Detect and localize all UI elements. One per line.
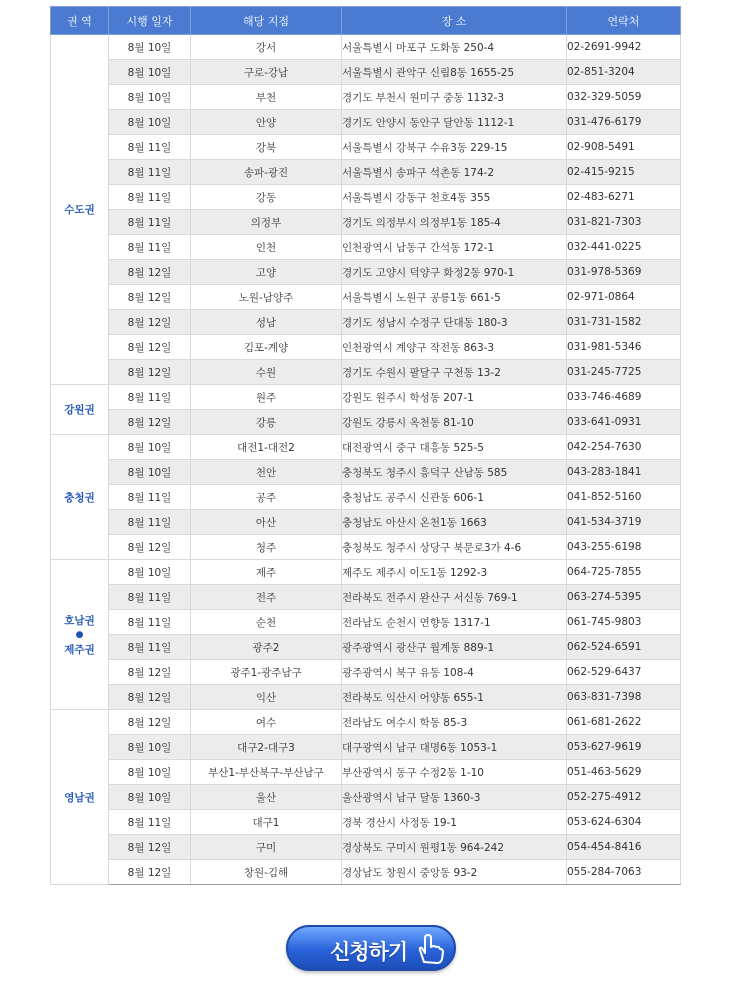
table-row	[51, 360, 681, 385]
date-cell: 8월 11일	[109, 160, 191, 185]
date-cell: 8월 10일	[109, 435, 191, 460]
date-cell: 8월 11일	[109, 385, 191, 410]
contact-cell: 062-529-6437	[567, 660, 681, 685]
place-cell: 경기도 수원시 팔달구 구천동 13-2	[342, 360, 567, 385]
contact-cell: 053-627-9619	[567, 735, 681, 760]
date-cell: 8월 10일	[109, 560, 191, 585]
contact-cell: 064-725-7855	[567, 560, 681, 585]
contact-cell: 031-981-5346	[567, 335, 681, 360]
contact-cell: 054-454-8416	[567, 835, 681, 860]
place-cell: 경상북도 구미시 원평1동 964-242	[342, 835, 567, 860]
date-cell: 8월 10일	[109, 110, 191, 135]
branch-cell: 수원	[191, 360, 342, 385]
header-contact: 연락처	[567, 7, 681, 35]
branch-cell: 순천	[191, 610, 342, 635]
schedule-table	[50, 6, 681, 885]
date-cell: 8월 10일	[109, 60, 191, 85]
table-row	[51, 435, 681, 460]
contact-cell: 031-731-1582	[567, 310, 681, 335]
date-cell: 8월 12일	[109, 260, 191, 285]
place-cell: 서울특별시 송파구 석촌동 174-2	[342, 160, 567, 185]
date-cell: 8월 12일	[109, 310, 191, 335]
table-row	[51, 760, 681, 785]
header-date: 시행 일자	[109, 7, 191, 35]
place-cell: 경기도 고양시 덕양구 화정2동 970-1	[342, 260, 567, 285]
place-cell: 서울특별시 강북구 수유3동 229-15	[342, 135, 567, 160]
table-row	[51, 160, 681, 185]
region-cell	[51, 385, 109, 435]
table-row	[51, 110, 681, 135]
place-cell: 인천광역시 남동구 간석동 172-1	[342, 235, 567, 260]
date-cell: 8월 11일	[109, 510, 191, 535]
region-name: 충청권	[64, 491, 95, 504]
region-name: 수도권	[64, 204, 95, 216]
place-cell: 경기도 부천시 원미구 중동 1132-3	[342, 85, 567, 110]
place-cell: 서울특별시 강동구 천호4동 355	[342, 185, 567, 210]
table-row	[51, 35, 681, 60]
contact-cell: 051-463-5629	[567, 760, 681, 785]
table-row	[51, 335, 681, 360]
contact-cell: 041-534-3719	[567, 510, 681, 535]
region-separator-dot: ●	[75, 629, 84, 640]
branch-cell: 김포-계양	[191, 335, 342, 360]
contact-cell: 02-483-6271	[567, 185, 681, 210]
contact-cell: 061-681-2622	[567, 710, 681, 735]
date-cell: 8월 10일	[109, 735, 191, 760]
branch-cell: 청주	[191, 535, 342, 560]
branch-cell: 성남	[191, 310, 342, 335]
branch-cell: 익산	[191, 685, 342, 710]
date-cell: 8월 11일	[109, 585, 191, 610]
branch-cell: 부산1-부산북구-부산남구	[191, 760, 342, 785]
date-cell: 8월 10일	[109, 760, 191, 785]
branch-cell: 강북	[191, 135, 342, 160]
place-cell: 경기도 의정부시 의정부1동 185-4	[342, 210, 567, 235]
place-cell: 충청북도 청주시 상당구 북문로3가 4-6	[342, 535, 567, 560]
contact-cell: 063-831-7398	[567, 685, 681, 710]
branch-cell: 부천	[191, 85, 342, 110]
date-cell: 8월 12일	[109, 660, 191, 685]
date-cell: 8월 10일	[109, 85, 191, 110]
table-row	[51, 285, 681, 310]
branch-cell: 아산	[191, 510, 342, 535]
date-cell: 8월 10일	[109, 785, 191, 810]
header-place: 장 소	[342, 7, 567, 35]
table-row	[51, 835, 681, 860]
place-cell: 경기도 성남시 수정구 단대동 180-3	[342, 310, 567, 335]
branch-cell: 공주	[191, 485, 342, 510]
place-cell: 광주광역시 광산구 월계동 889-1	[342, 635, 567, 660]
table-row	[51, 810, 681, 835]
contact-cell: 042-254-7630	[567, 435, 681, 460]
branch-cell: 강릉	[191, 410, 342, 435]
region-cell	[51, 560, 109, 710]
place-cell: 충청북도 청주시 흥덕구 산남동 585	[342, 460, 567, 485]
contact-cell: 02-908-5491	[567, 135, 681, 160]
table-row	[51, 535, 681, 560]
date-cell: 8월 11일	[109, 810, 191, 835]
table-row	[51, 185, 681, 210]
region-name-secondary: 제주권	[64, 643, 95, 656]
branch-cell: 원주	[191, 385, 342, 410]
contact-cell: 055-284-7063	[567, 860, 681, 885]
place-cell: 경상남도 창원시 중앙동 93-2	[342, 860, 567, 885]
contact-cell: 02-2691-9942	[567, 35, 681, 60]
region-name: 영남권	[64, 791, 95, 804]
table-row	[51, 660, 681, 685]
branch-cell: 구로-강남	[191, 60, 342, 85]
apply-button-label: 신청하기	[330, 940, 408, 964]
contact-cell: 02-851-3204	[567, 60, 681, 85]
table-row	[51, 485, 681, 510]
table-row	[51, 460, 681, 485]
branch-cell: 의정부	[191, 210, 342, 235]
date-cell: 8월 12일	[109, 360, 191, 385]
branch-cell: 노원-남양주	[191, 285, 342, 310]
branch-cell: 전주	[191, 585, 342, 610]
place-cell: 울산광역시 남구 달동 1360-3	[342, 785, 567, 810]
place-cell: 전라북도 익산시 어양동 655-1	[342, 685, 567, 710]
apply-button[interactable]	[286, 925, 456, 971]
contact-cell: 02-971-0864	[567, 285, 681, 310]
header-region: 권 역	[51, 7, 109, 35]
contact-cell: 053-624-6304	[567, 810, 681, 835]
branch-cell: 대구2-대구3	[191, 735, 342, 760]
contact-cell: 041-852-5160	[567, 485, 681, 510]
branch-cell: 제주	[191, 560, 342, 585]
place-cell: 대전광역시 중구 대흥동 525-5	[342, 435, 567, 460]
date-cell: 8월 11일	[109, 210, 191, 235]
place-cell: 강원도 강릉시 옥천동 81-10	[342, 410, 567, 435]
contact-cell: 031-821-7303	[567, 210, 681, 235]
date-cell: 8월 12일	[109, 860, 191, 885]
place-cell: 충청남도 아산시 온천1동 1663	[342, 510, 567, 535]
table-row	[51, 560, 681, 585]
table-row	[51, 135, 681, 160]
table-row	[51, 785, 681, 810]
contact-cell: 043-283-1841	[567, 460, 681, 485]
date-cell: 8월 11일	[109, 235, 191, 260]
contact-cell: 063-274-5395	[567, 585, 681, 610]
pointing-hand-icon	[412, 932, 446, 966]
date-cell: 8월 11일	[109, 635, 191, 660]
branch-cell: 안양	[191, 110, 342, 135]
contact-cell: 052-275-4912	[567, 785, 681, 810]
place-cell: 광주광역시 북구 유동 108-4	[342, 660, 567, 685]
branch-cell: 강서	[191, 35, 342, 60]
table-row	[51, 710, 681, 735]
region-cell	[51, 710, 109, 885]
branch-cell: 강동	[191, 185, 342, 210]
contact-cell: 031-245-7725	[567, 360, 681, 385]
date-cell: 8월 12일	[109, 335, 191, 360]
place-cell: 강원도 원주시 학성동 207-1	[342, 385, 567, 410]
contact-cell: 032-329-5059	[567, 85, 681, 110]
region-name: 강원권	[64, 404, 95, 416]
date-cell: 8월 11일	[109, 135, 191, 160]
branch-cell: 구미	[191, 835, 342, 860]
place-cell: 경기도 안양시 동안구 달안동 1112-1	[342, 110, 567, 135]
table-row	[51, 510, 681, 535]
place-cell: 서울특별시 관악구 신림8동 1655-25	[342, 60, 567, 85]
table-row	[51, 260, 681, 285]
place-cell: 충청남도 공주시 신관동 606-1	[342, 485, 567, 510]
contact-cell: 061-745-9803	[567, 610, 681, 635]
table-body	[51, 35, 681, 885]
place-cell: 경북 경산시 사정동 19-1	[342, 810, 567, 835]
place-cell: 인천광역시 계양구 작전동 863-3	[342, 335, 567, 360]
contact-cell: 043-255-6198	[567, 535, 681, 560]
table-header-row	[51, 7, 681, 35]
date-cell: 8월 12일	[109, 835, 191, 860]
table-row	[51, 585, 681, 610]
date-cell: 8월 12일	[109, 710, 191, 735]
branch-cell: 창원-김해	[191, 860, 342, 885]
date-cell: 8월 12일	[109, 685, 191, 710]
contact-cell: 031-476-6179	[567, 110, 681, 135]
branch-cell: 송파-광진	[191, 160, 342, 185]
table-row	[51, 860, 681, 885]
contact-cell: 02-415-9215	[567, 160, 681, 185]
region-cell	[51, 435, 109, 560]
branch-cell: 고양	[191, 260, 342, 285]
date-cell: 8월 12일	[109, 285, 191, 310]
contact-cell: 033-746-4689	[567, 385, 681, 410]
place-cell: 서울특별시 마포구 도화동 250-4	[342, 35, 567, 60]
branch-cell: 대구1	[191, 810, 342, 835]
branch-cell: 광주1-광주남구	[191, 660, 342, 685]
contact-cell: 033-641-0931	[567, 410, 681, 435]
contact-cell: 062-524-6591	[567, 635, 681, 660]
header-branch: 해당 지점	[191, 7, 342, 35]
region-name: 호남권	[64, 614, 95, 627]
date-cell: 8월 11일	[109, 185, 191, 210]
branch-cell: 울산	[191, 785, 342, 810]
region-cell	[51, 35, 109, 385]
table-row	[51, 235, 681, 260]
contact-cell: 031-978-5369	[567, 260, 681, 285]
place-cell: 부산광역시 동구 수정2동 1-10	[342, 760, 567, 785]
table-row	[51, 635, 681, 660]
table-row	[51, 385, 681, 410]
branch-cell: 대전1-대전2	[191, 435, 342, 460]
table-row	[51, 210, 681, 235]
table-row	[51, 610, 681, 635]
place-cell: 전라남도 여수시 학동 85-3	[342, 710, 567, 735]
date-cell: 8월 10일	[109, 35, 191, 60]
table-row	[51, 735, 681, 760]
date-cell: 8월 12일	[109, 535, 191, 560]
place-cell: 제주도 제주시 이도1동 1292-3	[342, 560, 567, 585]
table-row	[51, 685, 681, 710]
table-row	[51, 310, 681, 335]
date-cell: 8월 12일	[109, 410, 191, 435]
date-cell: 8월 10일	[109, 460, 191, 485]
table-row	[51, 410, 681, 435]
branch-cell: 여수	[191, 710, 342, 735]
table-row	[51, 60, 681, 85]
table-row	[51, 85, 681, 110]
place-cell: 전라남도 순천시 연향동 1317-1	[342, 610, 567, 635]
place-cell: 전라북도 전주시 완산구 서신동 769-1	[342, 585, 567, 610]
place-cell: 대구광역시 남구 대명6동 1053-1	[342, 735, 567, 760]
date-cell: 8월 11일	[109, 485, 191, 510]
place-cell: 서울특별시 노원구 공릉1동 661-5	[342, 285, 567, 310]
branch-cell: 인천	[191, 235, 342, 260]
contact-cell: 032-441-0225	[567, 235, 681, 260]
date-cell: 8월 11일	[109, 610, 191, 635]
branch-cell: 광주2	[191, 635, 342, 660]
branch-cell: 천안	[191, 460, 342, 485]
